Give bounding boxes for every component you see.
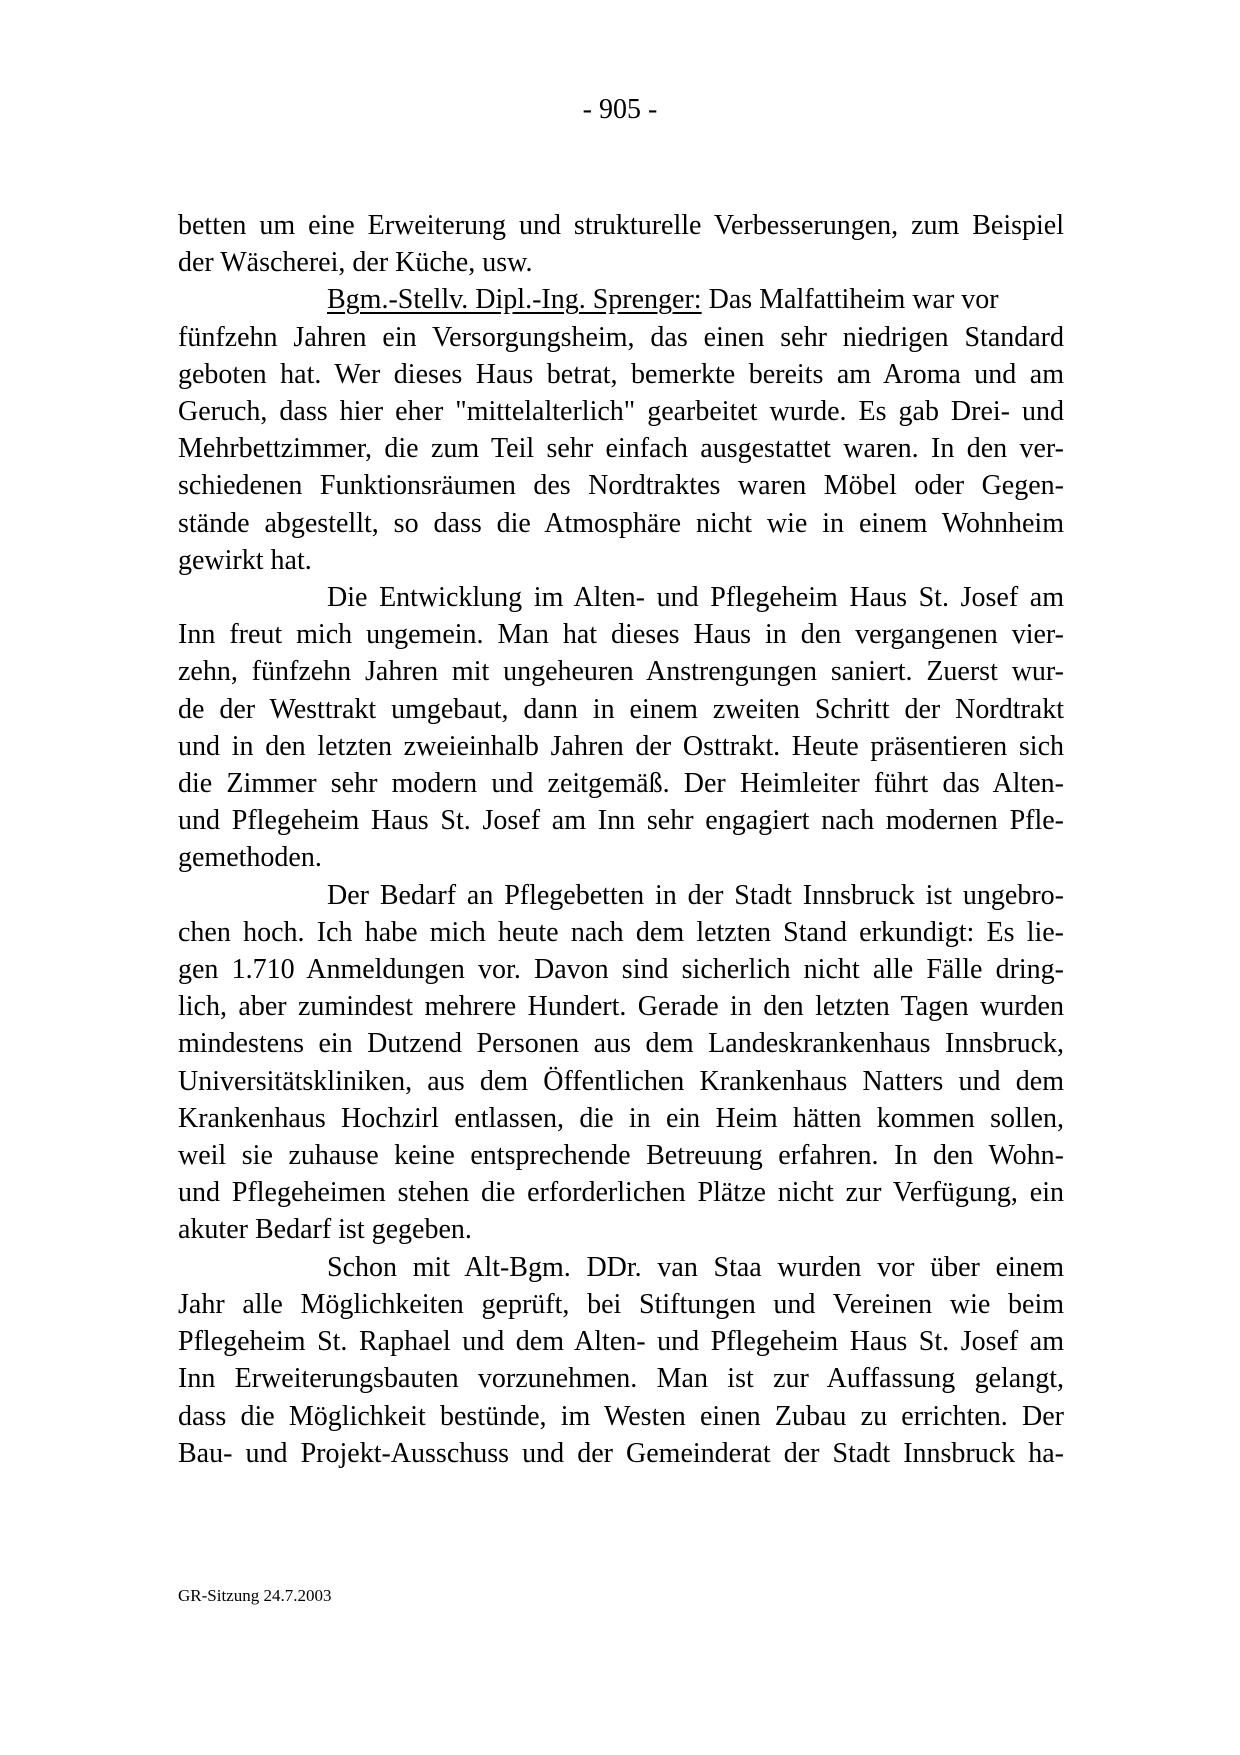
paragraph-5 <box>178 1249 1064 1472</box>
speaker-line-rest: Das Malfattiheim war vor <box>701 284 999 316</box>
text-line: der Wäscherei, der Küche, usw. <box>178 247 533 279</box>
text-line: akuter Bedarf ist gegeben. <box>178 1214 472 1246</box>
text-line: Pflegeheim St. Raphael und dem Alten- und Pflegeheim Haus St. Josef am <box>178 1326 1064 1358</box>
paragraph-1 <box>178 207 1064 281</box>
text-line: Der Bedarf an Pflegebetten in der Stadt Innsbruck ist ungebro- <box>327 879 1064 911</box>
text-line: Jahr alle Möglichkeiten geprüft, bei Stiftungen und Vereinen wie beim <box>178 1288 1064 1320</box>
text-line: Geruch, dass hier eher "mittelalterlich" gearbeitet wurde. Es gab Drei- und <box>178 396 1064 428</box>
text-line: Mehrbettzimmer, die zum Teil sehr einfach ausgestattet waren. In den ver- <box>178 433 1064 465</box>
page-number: - 905 - <box>582 94 658 125</box>
text-line: Die Entwicklung im Alten- und Pflegeheim Haus St. Josef am <box>327 582 1064 614</box>
text-line: gemethoden. <box>178 842 322 874</box>
text-line: Bau- und Projekt-Ausschuss und der Gemeinderat der Stadt Innsbruck ha- <box>178 1437 1064 1469</box>
paragraph-3 <box>178 579 1064 877</box>
text-line: Inn freut mich ungemein. Man hat dieses Haus in den vergangenen vier- <box>178 619 1064 651</box>
text-line: betten um eine Erweiterung und strukturelle Verbesserungen, zum Beispiel <box>178 210 1064 241</box>
text-line: Schon mit Alt-Bgm. DDr. van Staa wurden vor über einem <box>327 1251 1064 1283</box>
text-line: dass die Möglichkeit bestünde, im Westen einen Zubau zu errichten. Der <box>178 1400 1064 1432</box>
text-line: gewirkt hat. <box>178 544 312 576</box>
text-line: Inn Erweiterungsbauten vorzunehmen. Man ist zur Auffassung gelangt, <box>178 1363 1064 1395</box>
text-line: chen hoch. Ich habe mich heute nach dem letzten Stand erkundigt: Es lie- <box>178 916 1064 948</box>
document-body <box>178 207 1064 1472</box>
speaker-name: Bgm.-Stellv. Dipl.-Ing. Sprenger: <box>327 284 702 316</box>
text-line: geboten hat. Wer dieses Haus betrat, bemerkte bereits am Aroma und am <box>178 358 1064 390</box>
text-line: Krankenhaus Hochzirl entlassen, die in ein Heim hätten kommen sollen, <box>178 1102 1064 1134</box>
text-line: stände abgestellt, so dass die Atmosphäre nicht wie in einem Wohnheim <box>178 507 1064 539</box>
text-line: weil sie zuhause keine entsprechende Betreuung erfahren. In den Wohn- <box>178 1140 1064 1172</box>
text-line: und Pflegeheim Haus St. Josef am Inn sehr engagiert nach modernen Pfle- <box>178 805 1064 837</box>
text-line: de der Westtrakt umgebaut, dann in einem zweiten Schritt der Nordtrakt <box>178 693 1064 725</box>
text-line: die Zimmer sehr modern und zeitgemäß. Der Heimleiter führt das Alten- <box>178 768 1064 800</box>
text-line: zehn, fünfzehn Jahren mit ungeheuren Anstrengungen saniert. Zuerst wur- <box>178 656 1064 688</box>
text-line: fünfzehn Jahren ein Versorgungsheim, das einen sehr niedrigen Standard <box>178 321 1064 353</box>
text-line: mindestens ein Dutzend Personen aus dem Landeskrankenhaus Innsbruck, <box>178 1028 1064 1060</box>
paragraph-4 <box>178 877 1064 1249</box>
text-line: lich, aber zumindest mehrere Hundert. Gerade in den letzten Tagen wurden <box>178 991 1064 1023</box>
text-line: und Pflegeheimen stehen die erforderlichen Plätze nicht zur Verfügung, ein <box>178 1177 1064 1209</box>
speaker-line <box>178 281 1064 318</box>
text-line: und in den letzten zweieinhalb Jahren der Osttrakt. Heute präsentieren sich <box>178 730 1064 762</box>
text-line: schiedenen Funktionsräumen des Nordtraktes waren Möbel oder Gegen- <box>178 470 1064 502</box>
text-line: gen 1.710 Anmeldungen vor. Davon sind sicherlich nicht alle Fälle dring- <box>178 954 1064 986</box>
paragraph-2 <box>178 281 1064 579</box>
footer-session-date: GR-Sitzung 24.7.2003 <box>178 1586 332 1605</box>
text-line: Universitätskliniken, aus dem Öffentlichen Krankenhaus Natters und dem <box>178 1065 1064 1097</box>
